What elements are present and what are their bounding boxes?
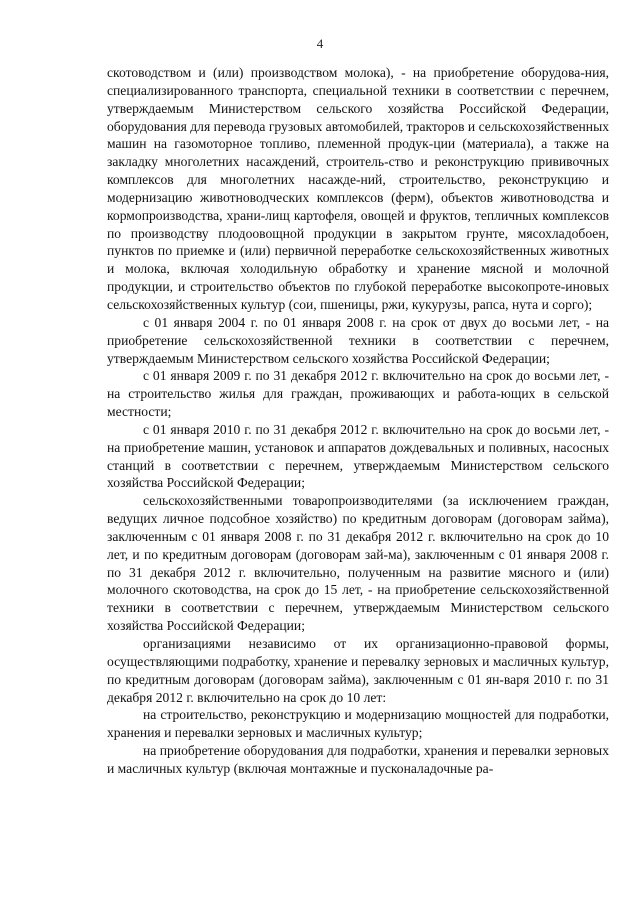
page-number: 4 xyxy=(316,36,324,51)
paragraph-6: организациями независимо от их организационно-правовой формы, осуществляющими подработку, хранение и перевалку зерновых и масличных культур, по кредитным договорам (договорам займа), заключенным с 01 ян-варя 2010 г. по 31 декабря 2012 г. включительно на срок до 10 лет: xyxy=(107,636,609,705)
paragraph-8: на приобретение оборудования для подработки, хранения и перевалки зерновых и масличных культур (включая монтажные и пусконаладочные ра- xyxy=(107,743,609,776)
paragraph-4: с 01 января 2010 г. по 31 декабря 2012 г. включительно на срок до восьми лет, - на приобретение машин, установок и аппаратов дождевальных и поливных, насосных станций в соответствии с перечнем, утверждаемым Министерством сельского хозяйства Российской Федерации; xyxy=(107,421,609,491)
paragraph-5: сельскохозяйственными товаропроизводителями (за исключением граждан, ведущих личное подсобное хозяйство) по кредитным договорам (договорам займа), заключенным с 01 января 2008 г. по 31 декабря 2012 г. включительно на срок до 10 лет, и по кредитным договорам (договорам зай-ма), заключенным с 01 января 2008 г. по 31 декабря 2012 г. включительно, полученным на развитие мясного и (или) молочного скотоводства, на срок до 15 лет, - на приобретение сельскохозяйственной техники в соответствии с перечнем, утверждаемым Министерством сельского хозяйства Российской Федерации; xyxy=(107,493,609,634)
paragraph-3: с 01 января 2009 г. по 31 декабря 2012 г. включительно на срок до восьми лет, - на строительство жилья для граждан, проживающих и работа-ющих в сельской местности; xyxy=(107,368,609,420)
document-body xyxy=(107,64,609,778)
paragraph-1: скотоводством и (или) производством молока), - на приобретение оборудова-ния, специализированного транспорта, специальной техники в соответствии с перечнем, утверждаемым Министерством сельского хозяйства Российской Федерации, оборудования для перевода грузовых автомобилей, тракторов и сельскохозяйственных машин на газомоторное топливо, племенной продук-ции (материала), а также на закладку многолетних насаждений, строитель-ство и реконструкцию прививочных комплексов для многолетних насажде-ний, строительство, реконструкцию и модернизацию животноводческих комплексов (ферм), объектов животноводства и кормопроизводства, храни-лищ картофеля, овощей и фруктов, тепличных комплексов по производству плодоовощной продукции в закрытом грунте, мясохладобоен, пунктов по приемке и (или) первичной переработке сельскохозяйственных животных и молока, включая холодильную обработку и хранение мясной и молочной продукции, и строительство объектов по глубокой переработке высокопроте-иновых сельскохозяйственных культур (сои, пшеницы, ржи, кукурузы, рапса, нута и сорго); xyxy=(107,65,609,312)
paragraph-7: на строительство, реконструкцию и модернизацию мощностей для подработки, хранения и перевалки зерновых и масличных культур; xyxy=(107,707,609,741)
paragraph-2: с 01 января 2004 г. по 01 января 2008 г. на срок от двух до восьми лет, - на приобретение сельскохозяйственной техники в соответствии с перечнем, утверждаемым Министерством сельского хозяйства Российской Федерации; xyxy=(107,314,609,366)
